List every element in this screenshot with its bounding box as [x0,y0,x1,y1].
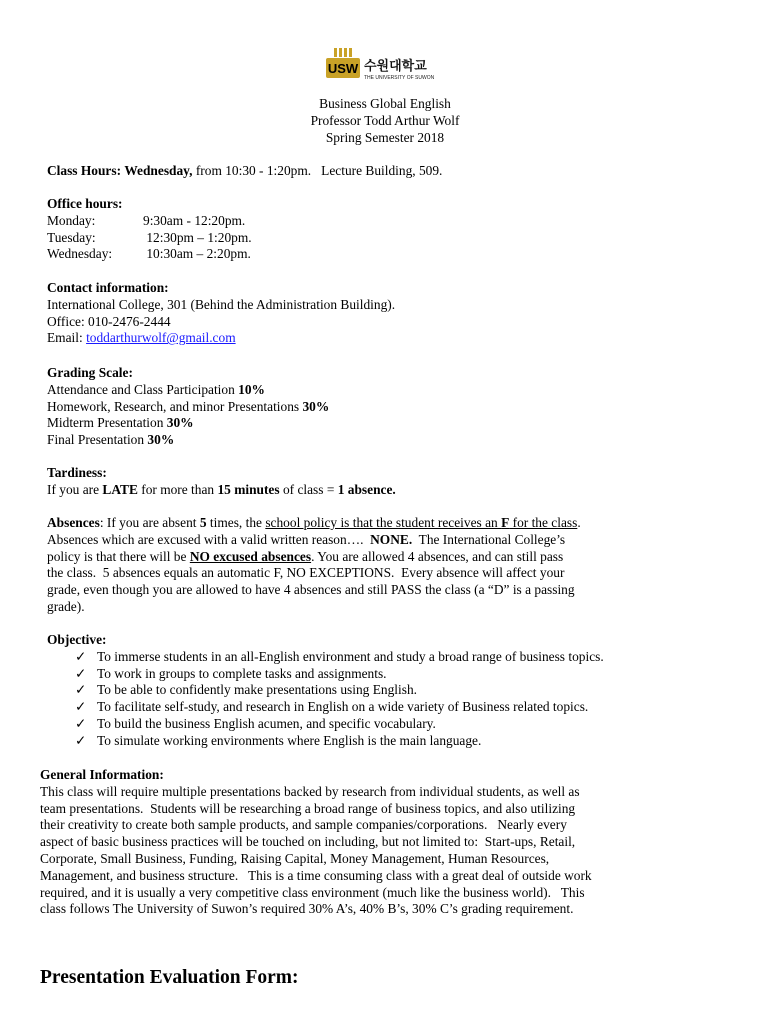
contact-email-line: Email: toddarthurwolf@gmail.com [47,330,236,346]
absences: Absences: If you are absent 5 times, the school policy is that the student receives an F for the class. Absences which are excused with a valid written reason…. NONE. The International College’s policy is that there will be NO excused absences. You are allowed 4 absences, and can still pass the class. 5 absences equals an automatic F, NO EXCEPTIONS. Every absence will affect your grade, even though you are allowed to have 4 absences and still PASS the class (a “D” is a passing grade). [47,515,581,614]
office-hours-row: Monday: 9:30am - 12:20pm. [47,212,246,228]
list-item: ✓ To simulate working environments where English is the main language. [75,732,482,748]
objective-list [47,649,727,750]
logo-name-en: THE UNIVERSITY OF SUWON [364,75,435,81]
absences-label: Absences [47,515,100,530]
list-item: ✓ To immerse students in an all-English environment and study a broad range of business topics. [75,648,604,664]
no-excused-absences: NO excused absences [189,548,312,564]
office-hours [47,196,687,263]
grading-item: Attendance and Class Participation 10% [47,381,265,397]
objective [47,632,727,750]
class-hours-detail: from 10:30 - 1:20pm. Lecture Building, 509. [192,163,443,178]
contact-information [47,280,687,347]
class-hours [47,163,687,180]
logo-mark: USW [327,61,359,76]
list-item: ✓ To be able to confidently make presentations using English. [75,682,417,698]
grading-scale [47,365,687,449]
email-link[interactable]: toddarthurwolf@gmail.com [86,330,236,346]
semester: Spring Semester 2018 [325,130,445,145]
list-item: ✓ To work in groups to complete tasks and assignments. [75,665,387,681]
list-item: ✓ To facilitate self-study, and research in English on a wide variety of Business related topics. [75,699,589,715]
grading-item: Homework, Research, and minor Presentations 30% [47,398,330,414]
grading-item: Final Presentation 30% [47,432,175,448]
checkmark-icon: ✓ [75,715,87,731]
checkmark-icon: ✓ [75,665,87,681]
grading-heading: Grading Scale: [47,365,133,380]
checkmark-icon: ✓ [75,648,87,664]
general-heading: General Information: [40,767,164,782]
checkmark-icon: ✓ [75,732,87,748]
course-title: Business Global English [319,96,451,111]
grading-item: Midterm Presentation 30% [47,415,194,431]
office-hours-row: Tuesday: 12:30pm – 1:20pm. [47,229,252,245]
university-logo [324,48,449,84]
office-hours-row: Wednesday: 10:30am – 2:20pm. [47,246,251,262]
contact-heading: Contact information: [47,280,169,295]
logo-name-kr: 수원대학교 [364,59,427,74]
checkmark-icon: ✓ [75,699,87,715]
tardiness-text: If you are LATE for more than 15 minutes of class = 1 absence. [47,481,396,497]
contact-location: International College, 301 (Behind the Administration Building). [47,296,396,312]
class-hours-day: Wednesday, [124,163,193,178]
evaluation-form-heading: Presentation Evaluation Form: [40,967,299,988]
checkmark-icon: ✓ [75,682,87,698]
class-hours-label: Class Hours: [47,163,122,178]
contact-office-phone: Office: 010-2476-2444 [47,313,171,329]
office-hours-heading: Office hours: [47,196,123,211]
general-information: General Information: This class will require multiple presentations backed by research from individual students, as well as team presentations. Students will be researching a broad range of business topics, and also utilizing their creativity to create both sample products, and sample companies/corporations. Nearly every aspect of basic business practices will be touched on including, but not limited to: Start-ups, Retail, Corporate, Small Business, Funding, Raising Capital, Money Management, Human Resources, Management, and business structure. This is a time consuming class with a great deal of outside work required, and it is usually a very competitive class environment (much like the business world). This class follows The University of Suwon’s required 30% A’s, 40% B’s, 30% C’s grading requirement. [40,767,700,918]
professor-name: Professor Todd Arthur Wolf [310,113,460,128]
objective-heading: Objective: [47,632,107,647]
tardiness [47,465,687,499]
tardiness-heading: Tardiness: [47,465,107,480]
course-header [0,96,770,147]
list-item: ✓ To build the business English acumen, and specific vocabulary. [75,715,436,731]
